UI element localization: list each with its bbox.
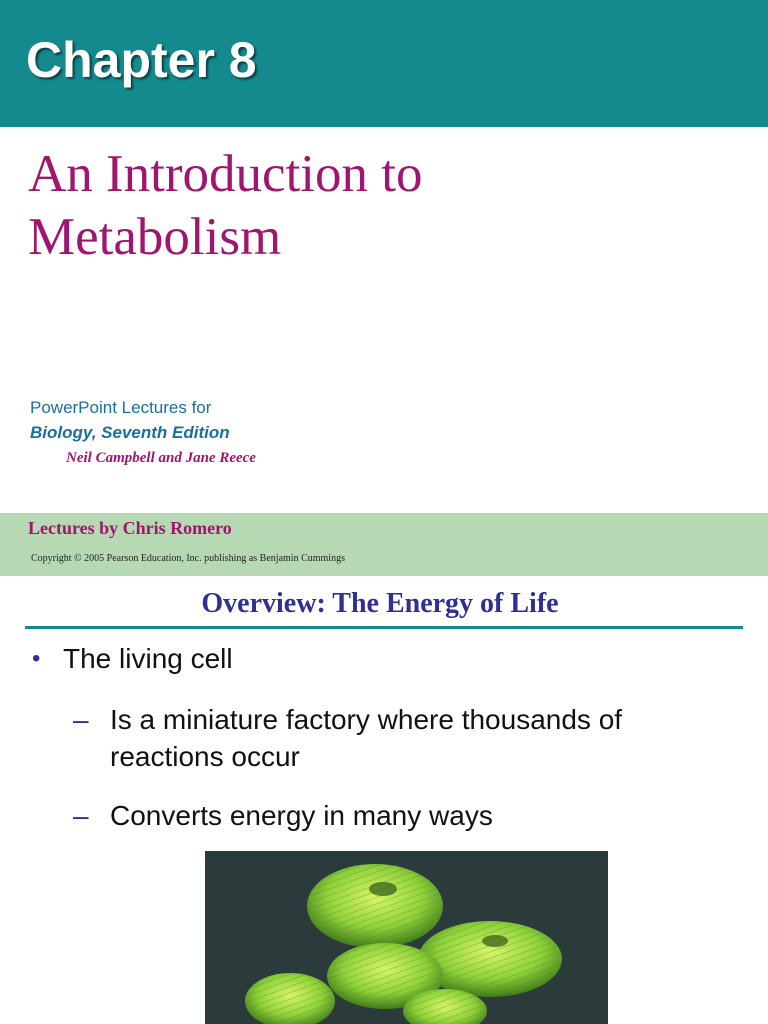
title-line-2: Metabolism bbox=[28, 208, 282, 266]
sub-bullet-text: Converts energy in many ways bbox=[110, 800, 493, 831]
sub-bullet-text: Is a miniature factory where thousands of reactions occur bbox=[110, 704, 623, 772]
book-title: Biology, Seventh Edition bbox=[30, 423, 230, 442]
bullet-marker: • bbox=[32, 645, 41, 672]
bullet-text: The living cell bbox=[63, 643, 233, 674]
title-line-1: An Introduction to bbox=[28, 145, 423, 203]
book-authors: Neil Campbell and Jane Reece bbox=[66, 450, 256, 466]
chapter-heading: Chapter 8 bbox=[26, 32, 257, 88]
overview-slide bbox=[0, 576, 768, 1024]
lecturer-credit: Lectures by Chris Romero bbox=[28, 518, 232, 538]
sub-bullet-marker: – bbox=[73, 800, 89, 831]
sub-bullet-marker: – bbox=[73, 704, 89, 735]
ppt-lectures-label: PowerPoint Lectures for bbox=[30, 398, 212, 417]
title-bar bbox=[0, 0, 768, 127]
overview-heading: Overview: The Energy of Life bbox=[201, 588, 559, 619]
copyright-notice: Copyright © 2005 Pearson Education, Inc. publishing as Benjamin Cummings bbox=[31, 553, 345, 564]
heading-rule bbox=[25, 626, 743, 629]
slide-title bbox=[28, 143, 728, 269]
bioluminescent-mushrooms-photo bbox=[205, 851, 608, 1024]
mushroom-illustration bbox=[205, 851, 608, 1024]
